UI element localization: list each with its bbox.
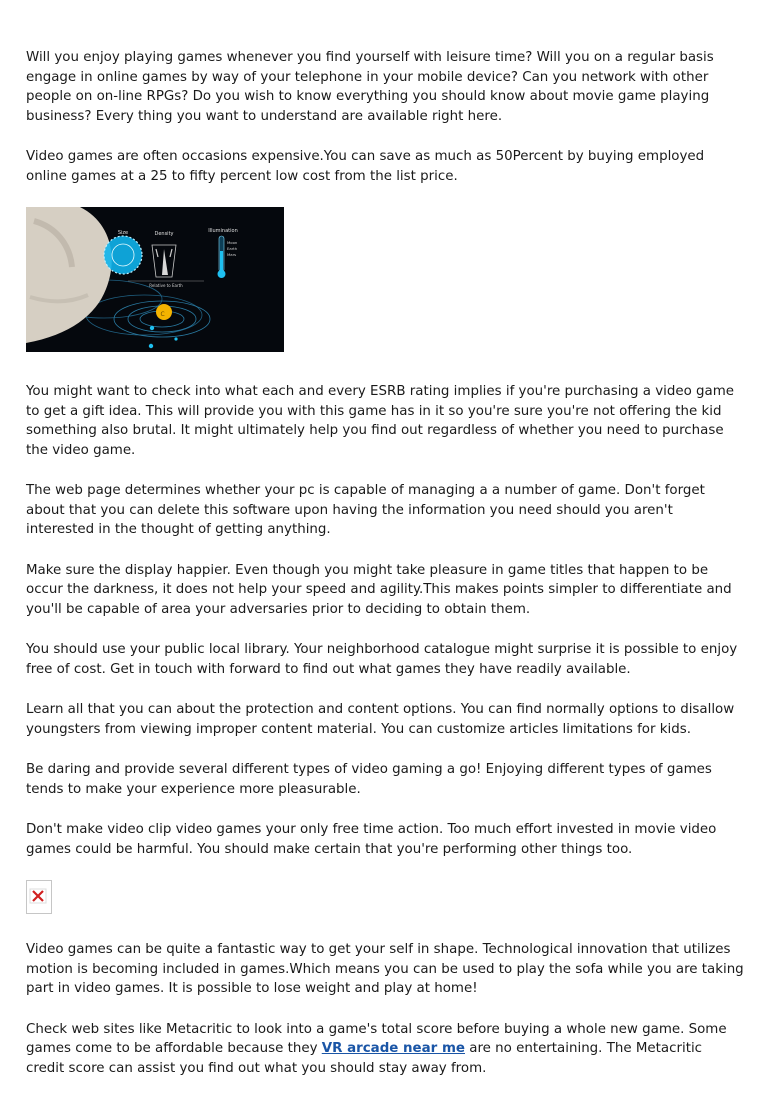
paragraph: You should use your public local library. Your neighborhood catalogue might surprise it is possible to enjoy free of cost. Get in touch with forward to find out what games they have readily available. xyxy=(26,642,738,677)
paragraph: You might want to check into what each and every ESRB rating implies if you're purchasing a video game to get a gift idea. This will provide you with this game has in it so you're sure you're not offering the kid something also brutal. It might ultimately help you find out regardless of whether you need to purchase the video game. xyxy=(26,384,735,458)
figure-label: Illumination xyxy=(208,228,238,234)
paragraph: Don't make video clip video games your only free time action. Too much effort invested in movie video games could be harmful. You should make certain that you're performing other things too. xyxy=(26,822,717,857)
paragraph: Learn all that you can about the protection and content options. You can find normally options to disallow youngsters from viewing improper content material. You can customize articles limitations for kids. xyxy=(26,702,735,737)
document-body xyxy=(26,48,744,1099)
figure-legend-item: Moon xyxy=(227,240,238,245)
paragraph: Make sure the display happier. Even though you might take pleasure in game titles that happen to be occur the darkness, it does not help your speed and agility.This makes points simpler to differentiate and you'll be capable of area your adversaries prior to deciding to obtain them. xyxy=(26,562,732,617)
figure-legend-item: Earth xyxy=(227,246,238,251)
figure-label: Density xyxy=(154,231,174,237)
vr-arcade-link[interactable]: VR arcade near me xyxy=(321,1041,465,1056)
paragraph-text: Check web sites like Metacritic to look into a game's total score before buying a whole new game. Some games come to be affordable because they xyxy=(26,1021,727,1056)
paragraph: Will you enjoy playing games whenever you find yourself with leisure time? Will you on a regular basis engage in online games by way of your telephone in your mobile device? Can you network with other people on on-line RPGs? Do you wish to know everything you should know about movie game playing business? Every thing you want to understand are available right here. xyxy=(26,50,714,124)
figure-label: C xyxy=(160,311,165,318)
figure-label: Size xyxy=(117,230,129,236)
paragraph: The web page determines whether your pc is capable of managing a a number of game. Don't forget about that you can delete this software upon having the information you need should you aren't interested in the thought of getting anything. xyxy=(26,483,705,537)
paragraph: Video games are often occasions expensive.You can save as much as 50Percent by buying employed online games at a 25 to fifty percent low cost from the list price. xyxy=(26,149,705,184)
figure-label: Relative to Earth xyxy=(149,283,183,288)
solar-system-figure xyxy=(26,207,284,352)
paragraph: Video games can be quite a fantastic way to get your self in shape. Technological innovation that utilizes motion is becoming included in games.Which means you can be used to play the sofa while you are taking part in video games. It is possible to lose weight and play at home! xyxy=(26,942,744,996)
figure-legend-item: Mars xyxy=(227,252,237,257)
paragraph-with-link xyxy=(26,1020,744,1079)
paragraph-text: are no entertaining. The Metacritic credit score can assist you find out what you should stay away from. xyxy=(26,1041,703,1076)
paragraph: Be daring and provide several different types of video gaming a go! Enjoying different types of games tends to make your experience more pleasurable. xyxy=(26,762,712,797)
broken-image-icon xyxy=(26,880,52,914)
